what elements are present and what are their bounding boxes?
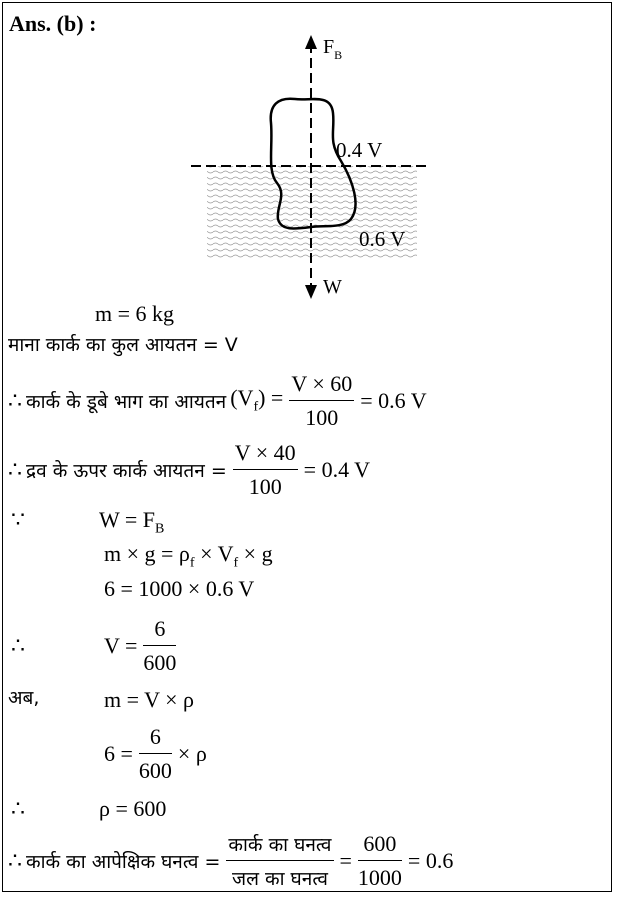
therefore-symbol-2: ∴ xyxy=(11,796,25,821)
above-volume-label: 0.4 V xyxy=(336,138,383,162)
mass-given: m = 6 kg xyxy=(95,301,175,326)
volume-result: V = $\frac{6}{600}$ xyxy=(104,616,177,675)
force-balance-equation: $m \times g = \rho_f \times V_f \times g$ xyxy=(104,541,273,571)
answer-box xyxy=(2,2,612,892)
total-volume-statement: माना कार्क का कुल आयतन = V xyxy=(8,334,238,356)
buoyant-force-arrowhead xyxy=(305,35,317,49)
answer-heading: Ans. (b) : xyxy=(9,11,97,36)
relative-density-equation: ∴ कार्क का आपेक्षिक घनत्व = $\frac{\text{कार्क का घनत्व}}{\text{जल का घनत्व}}$ = $\frac{600}{1000}$ = 0.6 xyxy=(8,831,454,890)
substituted-equation: 6 = 1000 × 0.6 V xyxy=(104,576,255,601)
because-symbol: ∵ xyxy=(11,507,25,532)
density-substitution: 6 = $\frac{6}{600}$ × ρ xyxy=(104,724,207,783)
weight-arrowhead xyxy=(305,285,317,299)
buoyancy-diagram xyxy=(183,31,443,303)
density-relation: m = V × ρ xyxy=(104,687,194,712)
weight-label: W xyxy=(323,276,342,298)
above-volume-equation: ∴ द्रव के ऊपर कार्क आयतन = $\frac{V \times 40}{100}$ = 0.4 V xyxy=(8,440,371,499)
submerged-volume-equation: ∴ कार्क के डूबे भाग का आयतन $(V_f)$ = $\frac{V \times 60}{100}$ = 0.6 V xyxy=(8,371,427,430)
density-result: ρ = 600 xyxy=(99,796,167,821)
buoyant-force-label: $F_B$ xyxy=(323,36,343,62)
below-volume-label: 0.6 V xyxy=(359,227,406,251)
therefore-symbol-1: ∴ xyxy=(11,633,25,658)
now-word: अब, xyxy=(8,687,40,709)
weight-equals-buoyancy: $W = F_B$ xyxy=(99,507,165,537)
